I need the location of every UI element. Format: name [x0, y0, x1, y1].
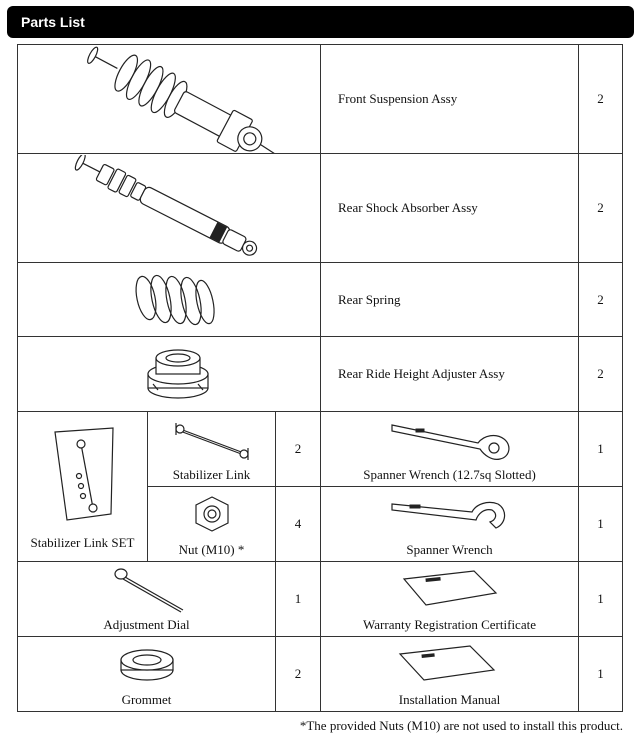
image-cell	[321, 562, 579, 637]
part-name: Spanner Wrench (12.7sq Slotted)	[363, 466, 536, 482]
rear-shock-icon	[18, 155, 321, 262]
part-name: Rear Spring	[321, 263, 579, 337]
nut-icon	[182, 488, 242, 542]
part-qty: 2	[579, 337, 623, 412]
part-qty: 2	[579, 154, 623, 263]
parts-table	[17, 44, 623, 712]
part-name: Stabilizer Link	[172, 466, 251, 482]
table-row	[18, 637, 623, 712]
image-cell	[148, 487, 276, 562]
stabilizer-set-label: Stabilizer Link SET	[30, 534, 135, 550]
page-title: Parts List	[21, 14, 85, 30]
table-row	[18, 45, 623, 154]
front-suspension-icon	[18, 46, 321, 153]
image-cell	[148, 412, 276, 487]
part-name: Nut (M10) *	[178, 541, 245, 557]
part-name: Rear Ride Height Adjuster Assy	[321, 337, 579, 412]
part-qty: 1	[579, 562, 623, 637]
parts-list-header	[7, 6, 634, 38]
adjustment-dial-icon	[87, 563, 207, 617]
image-cell	[18, 154, 321, 263]
installation-manual-icon	[390, 638, 510, 692]
image-cell	[18, 337, 321, 412]
image-cell	[321, 637, 579, 712]
warranty-certificate-icon	[390, 563, 510, 617]
part-name: Grommet	[121, 691, 172, 707]
part-name: Adjustment Dial	[103, 616, 190, 632]
part-qty: 2	[579, 263, 623, 337]
stabilizer-set-cell	[18, 412, 148, 562]
image-cell	[18, 263, 321, 337]
image-cell	[18, 637, 276, 712]
stabilizer-link-icon	[162, 413, 262, 467]
table-row	[18, 337, 623, 412]
spanner-wrench-slotted-icon	[380, 413, 520, 467]
image-cell	[321, 487, 579, 562]
spanner-wrench-icon	[380, 488, 520, 542]
ride-height-adjuster-icon	[18, 338, 321, 410]
part-name: Rear Shock Absorber Assy	[321, 154, 579, 263]
part-name: Installation Manual	[398, 691, 501, 707]
image-cell	[18, 562, 276, 637]
part-qty: 1	[276, 562, 321, 637]
part-name: Spanner Wrench	[406, 541, 493, 557]
part-qty: 1	[579, 637, 623, 712]
part-qty: 2	[276, 412, 321, 487]
part-qty: 2	[276, 637, 321, 712]
table-row	[18, 562, 623, 637]
part-name: Warranty Registration Certificate	[363, 616, 536, 632]
table-row	[18, 263, 623, 337]
part-qty: 1	[579, 487, 623, 562]
footnote: *The provided Nuts (M10) are not used to install this product.	[299, 718, 623, 733]
part-qty: 4	[276, 487, 321, 562]
part-name: Front Suspension Assy	[321, 45, 579, 154]
table-row	[18, 412, 623, 487]
image-cell	[18, 45, 321, 154]
part-qty: 2	[579, 45, 623, 154]
image-cell	[321, 412, 579, 487]
rear-spring-icon	[18, 264, 321, 336]
stabilizer-link-set-icon	[33, 413, 133, 535]
part-qty: 1	[579, 412, 623, 487]
grommet-icon	[107, 638, 187, 692]
table-row	[18, 154, 623, 263]
